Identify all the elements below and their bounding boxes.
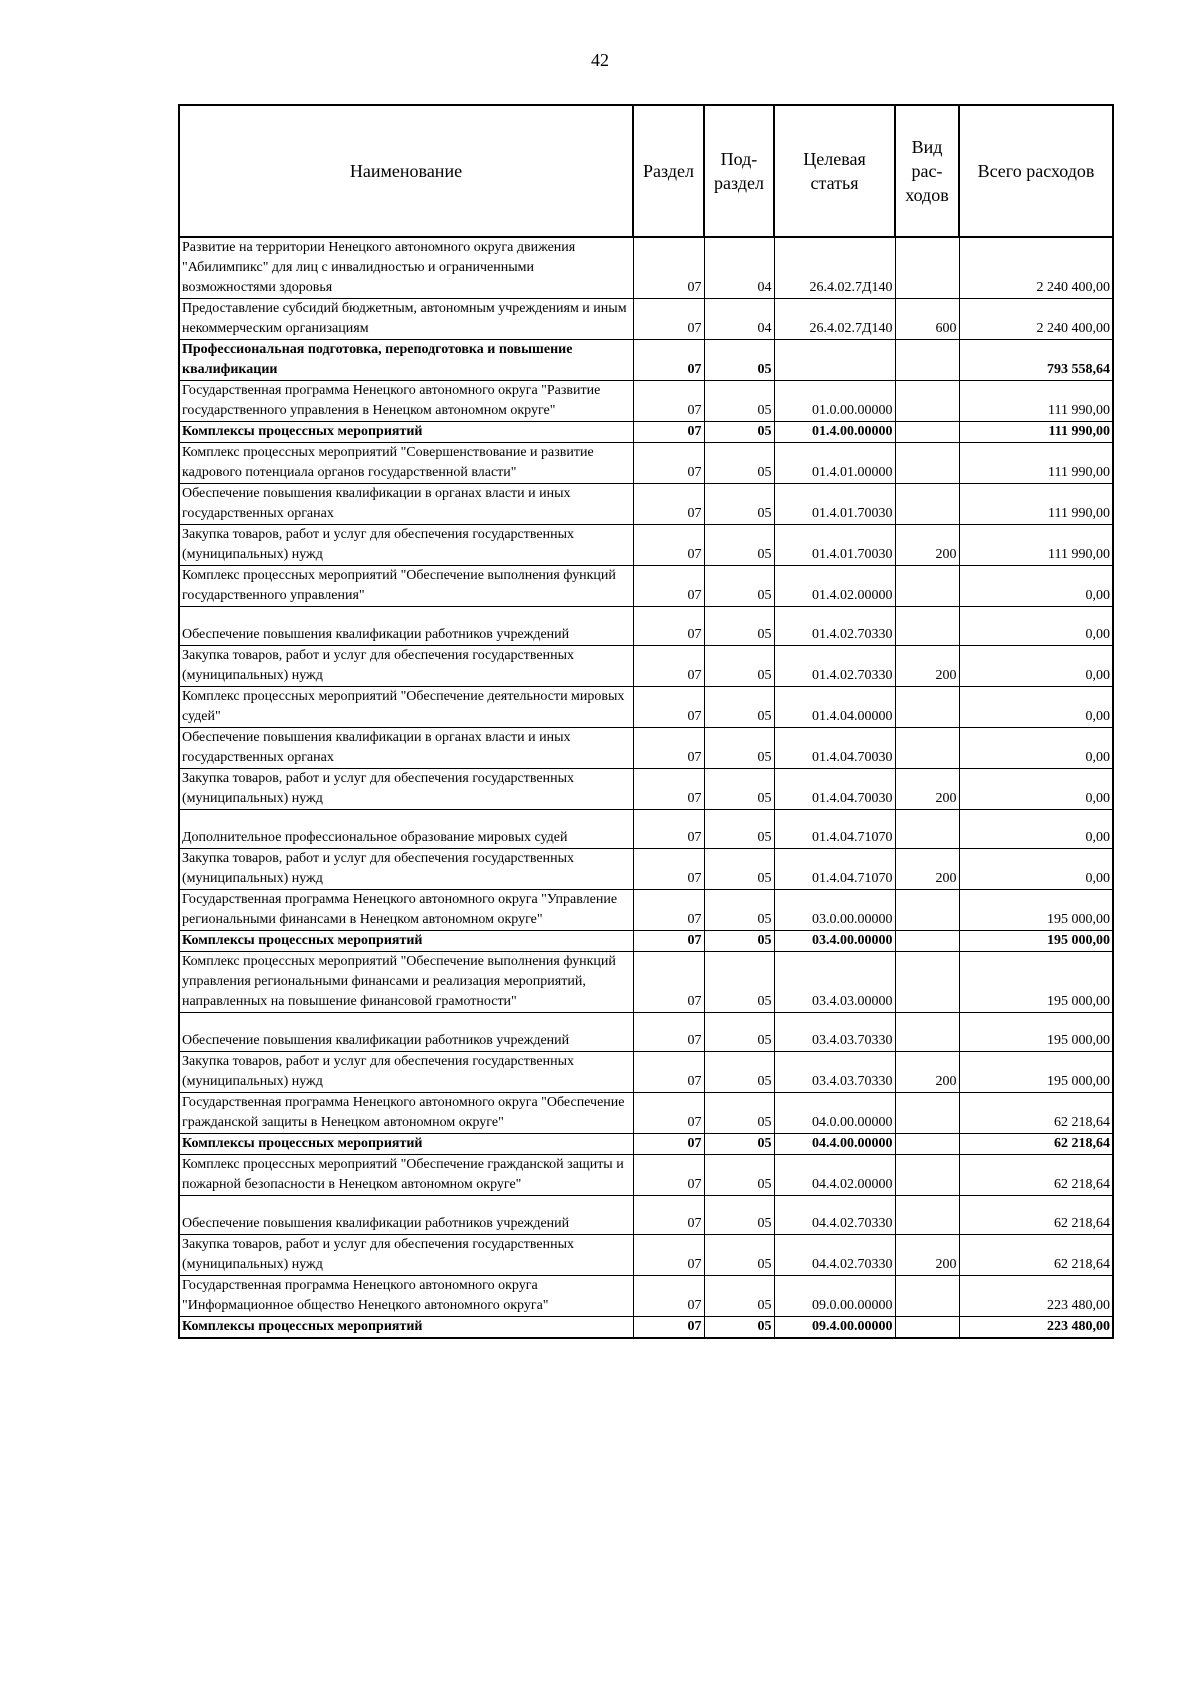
header-section: Раздел [633, 105, 704, 237]
cell-name: Комплекс процессных мероприятий "Совершенствование и развитие кадрового потенциала органов государственной власти" [179, 443, 633, 484]
cell-total: 0,00 [959, 607, 1113, 646]
cell-subsection: 05 [704, 340, 774, 381]
cell-subsection: 05 [704, 1235, 774, 1276]
cell-total: 0,00 [959, 769, 1113, 810]
cell-target: 01.4.02.70330 [774, 607, 895, 646]
table-row [179, 1276, 1113, 1317]
cell-section: 07 [633, 1235, 704, 1276]
cell-total: 62 218,64 [959, 1155, 1113, 1196]
cell-total: 195 000,00 [959, 1013, 1113, 1052]
cell-section: 07 [633, 299, 704, 340]
cell-kind [895, 1196, 959, 1235]
cell-name: Комплексы процессных мероприятий [179, 422, 633, 443]
cell-target: 03.4.03.70330 [774, 1052, 895, 1093]
cell-target: 26.4.02.7Д140 [774, 299, 895, 340]
table-row [179, 769, 1113, 810]
page-number: 42 [591, 50, 609, 70]
cell-subsection: 05 [704, 810, 774, 849]
cell-kind [895, 607, 959, 646]
cell-name: Комплекс процессных мероприятий "Обеспечение деятельности мировых судей" [179, 687, 633, 728]
table-row [179, 381, 1113, 422]
cell-name: Обеспечение повышения квалификации работников учреждений [179, 1196, 633, 1235]
cell-subsection: 05 [704, 443, 774, 484]
cell-kind [895, 728, 959, 769]
cell-name: Государственная программа Ненецкого автономного округа "Информационное общество Ненецкого автономного округа" [179, 1276, 633, 1317]
cell-subsection: 05 [704, 769, 774, 810]
cell-kind: 200 [895, 1235, 959, 1276]
table-row [179, 952, 1113, 1013]
cell-name: Государственная программа Ненецкого автономного округа "Развитие государственного управления в Ненецком автономном округе" [179, 381, 633, 422]
table-row [179, 728, 1113, 769]
cell-subsection: 05 [704, 422, 774, 443]
cell-total: 195 000,00 [959, 890, 1113, 931]
cell-subsection: 05 [704, 931, 774, 952]
cell-subsection: 05 [704, 1196, 774, 1235]
cell-name: Государственная программа Ненецкого автономного округа "Обеспечение гражданской защиты в Ненецком автономном округе" [179, 1093, 633, 1134]
cell-section: 07 [633, 566, 704, 607]
cell-kind [895, 422, 959, 443]
cell-total: 111 990,00 [959, 381, 1113, 422]
cell-target: 01.0.00.00000 [774, 381, 895, 422]
table-row [179, 237, 1113, 299]
cell-subsection: 05 [704, 525, 774, 566]
cell-total: 0,00 [959, 566, 1113, 607]
cell-total: 62 218,64 [959, 1093, 1113, 1134]
cell-total: 0,00 [959, 810, 1113, 849]
cell-target: 01.4.04.71070 [774, 810, 895, 849]
table-header-row [179, 105, 1113, 237]
header-total: Всего расходов [959, 105, 1113, 237]
cell-total: 111 990,00 [959, 484, 1113, 525]
cell-total: 0,00 [959, 728, 1113, 769]
cell-total: 111 990,00 [959, 422, 1113, 443]
cell-name: Закупка товаров, работ и услуг для обеспечения государственных (муниципальных) нужд [179, 1235, 633, 1276]
cell-section: 07 [633, 1013, 704, 1052]
cell-target: 01.4.02.70330 [774, 646, 895, 687]
table-row [179, 890, 1113, 931]
cell-name: Закупка товаров, работ и услуг для обеспечения государственных (муниципальных) нужд [179, 769, 633, 810]
cell-section: 07 [633, 422, 704, 443]
table-row [179, 1052, 1113, 1093]
table-row [179, 810, 1113, 849]
cell-name: Профессиональная подготовка, переподготовка и повышение квалификации [179, 340, 633, 381]
cell-total: 195 000,00 [959, 931, 1113, 952]
table-row [179, 484, 1113, 525]
cell-name: Обеспечение повышения квалификации в органах власти и иных государственных органах [179, 484, 633, 525]
cell-section: 07 [633, 525, 704, 566]
cell-subsection: 05 [704, 1276, 774, 1317]
cell-subsection: 05 [704, 1134, 774, 1155]
cell-total: 111 990,00 [959, 443, 1113, 484]
cell-target: 01.4.01.70030 [774, 484, 895, 525]
cell-target: 09.4.00.00000 [774, 1317, 895, 1339]
cell-kind [895, 1276, 959, 1317]
cell-kind [895, 340, 959, 381]
cell-kind [895, 890, 959, 931]
cell-subsection: 05 [704, 646, 774, 687]
cell-target: 01.4.04.70030 [774, 728, 895, 769]
cell-name: Закупка товаров, работ и услуг для обеспечения государственных (муниципальных) нужд [179, 525, 633, 566]
header-name: Наименование [179, 105, 633, 237]
cell-target: 26.4.02.7Д140 [774, 237, 895, 299]
cell-target: 04.4.02.00000 [774, 1155, 895, 1196]
cell-section: 07 [633, 1052, 704, 1093]
cell-section: 07 [633, 687, 704, 728]
cell-kind [895, 1013, 959, 1052]
budget-table [178, 104, 1114, 1339]
cell-subsection: 05 [704, 1093, 774, 1134]
cell-kind [895, 1155, 959, 1196]
cell-section: 07 [633, 237, 704, 299]
cell-section: 07 [633, 1155, 704, 1196]
cell-section: 07 [633, 484, 704, 525]
cell-name: Обеспечение повышения квалификации работников учреждений [179, 607, 633, 646]
cell-name: Дополнительное профессиональное образование мировых судей [179, 810, 633, 849]
cell-section: 07 [633, 931, 704, 952]
cell-name: Закупка товаров, работ и услуг для обеспечения государственных (муниципальных) нужд [179, 646, 633, 687]
cell-section: 07 [633, 443, 704, 484]
table-row [179, 646, 1113, 687]
table-row [179, 566, 1113, 607]
cell-total: 2 240 400,00 [959, 237, 1113, 299]
cell-total: 195 000,00 [959, 952, 1113, 1013]
cell-kind: 200 [895, 646, 959, 687]
cell-subsection: 05 [704, 952, 774, 1013]
cell-section: 07 [633, 728, 704, 769]
cell-target: 03.4.03.00000 [774, 952, 895, 1013]
cell-kind [895, 484, 959, 525]
cell-total: 111 990,00 [959, 525, 1113, 566]
cell-subsection: 05 [704, 728, 774, 769]
cell-total: 223 480,00 [959, 1317, 1113, 1339]
table-row [179, 1235, 1113, 1276]
cell-total: 0,00 [959, 849, 1113, 890]
cell-target: 01.4.00.00000 [774, 422, 895, 443]
cell-kind [895, 381, 959, 422]
table-row [179, 607, 1113, 646]
cell-subsection: 05 [704, 890, 774, 931]
header-subsection: Под- раздел [704, 105, 774, 237]
cell-section: 07 [633, 849, 704, 890]
cell-subsection: 05 [704, 1155, 774, 1196]
cell-target: 01.4.04.70030 [774, 769, 895, 810]
cell-subsection: 05 [704, 484, 774, 525]
header-target: Целевая статья [774, 105, 895, 237]
table-row [179, 299, 1113, 340]
cell-kind [895, 1134, 959, 1155]
cell-section: 07 [633, 607, 704, 646]
cell-subsection: 05 [704, 1013, 774, 1052]
cell-total: 62 218,64 [959, 1235, 1113, 1276]
cell-total: 223 480,00 [959, 1276, 1113, 1317]
cell-target: 03.0.00.00000 [774, 890, 895, 931]
cell-section: 07 [633, 340, 704, 381]
cell-name: Государственная программа Ненецкого автономного округа "Управление региональными финансами в Ненецком автономном округе" [179, 890, 633, 931]
cell-kind: 200 [895, 525, 959, 566]
cell-name: Комплекс процессных мероприятий "Обеспечение выполнения функций государственного управления" [179, 566, 633, 607]
table-row [179, 687, 1113, 728]
table-row [179, 1013, 1113, 1052]
table-row [179, 525, 1113, 566]
cell-target: 04.4.02.70330 [774, 1235, 895, 1276]
cell-section: 07 [633, 810, 704, 849]
cell-name: Обеспечение повышения квалификации работников учреждений [179, 1013, 633, 1052]
cell-kind: 600 [895, 299, 959, 340]
table-row [179, 1196, 1113, 1235]
cell-section: 07 [633, 381, 704, 422]
cell-kind [895, 687, 959, 728]
cell-target: 04.4.00.00000 [774, 1134, 895, 1155]
cell-section: 07 [633, 1196, 704, 1235]
cell-section: 07 [633, 1317, 704, 1339]
table-row [179, 1155, 1113, 1196]
cell-total: 62 218,64 [959, 1134, 1113, 1155]
cell-section: 07 [633, 1276, 704, 1317]
cell-section: 07 [633, 1134, 704, 1155]
table-row [179, 422, 1113, 443]
table-row [179, 849, 1113, 890]
cell-subsection: 04 [704, 299, 774, 340]
cell-kind: 200 [895, 849, 959, 890]
cell-total: 0,00 [959, 687, 1113, 728]
cell-name: Комплексы процессных мероприятий [179, 1317, 633, 1339]
cell-subsection: 05 [704, 687, 774, 728]
cell-subsection: 05 [704, 1317, 774, 1339]
cell-kind: 200 [895, 769, 959, 810]
cell-name: Закупка товаров, работ и услуг для обеспечения государственных (муниципальных) нужд [179, 849, 633, 890]
cell-target: 01.4.04.71070 [774, 849, 895, 890]
cell-total: 793 558,64 [959, 340, 1113, 381]
table-row [179, 1317, 1113, 1339]
cell-subsection: 05 [704, 1052, 774, 1093]
cell-subsection: 04 [704, 237, 774, 299]
cell-section: 07 [633, 890, 704, 931]
cell-target: 01.4.01.00000 [774, 443, 895, 484]
cell-section: 07 [633, 952, 704, 1013]
cell-subsection: 05 [704, 566, 774, 607]
cell-section: 07 [633, 1093, 704, 1134]
table-row [179, 340, 1113, 381]
cell-target: 04.4.02.70330 [774, 1196, 895, 1235]
cell-kind [895, 443, 959, 484]
cell-kind: 200 [895, 1052, 959, 1093]
cell-target: 01.4.02.00000 [774, 566, 895, 607]
cell-subsection: 05 [704, 607, 774, 646]
cell-total: 62 218,64 [959, 1196, 1113, 1235]
cell-total: 2 240 400,00 [959, 299, 1113, 340]
cell-name: Комплексы процессных мероприятий [179, 1134, 633, 1155]
cell-name: Комплексы процессных мероприятий [179, 931, 633, 952]
cell-total: 0,00 [959, 646, 1113, 687]
cell-subsection: 05 [704, 381, 774, 422]
cell-name: Комплекс процессных мероприятий "Обеспечение гражданской защиты и пожарной безопасности в Ненецком автономном округе" [179, 1155, 633, 1196]
cell-kind [895, 237, 959, 299]
cell-target: 01.4.01.70030 [774, 525, 895, 566]
cell-target: 04.0.00.00000 [774, 1093, 895, 1134]
cell-kind [895, 931, 959, 952]
cell-kind [895, 952, 959, 1013]
table-row [179, 1093, 1113, 1134]
cell-name: Закупка товаров, работ и услуг для обеспечения государственных (муниципальных) нужд [179, 1052, 633, 1093]
cell-total: 195 000,00 [959, 1052, 1113, 1093]
cell-target: 09.0.00.00000 [774, 1276, 895, 1317]
table-row [179, 931, 1113, 952]
cell-section: 07 [633, 769, 704, 810]
cell-kind [895, 566, 959, 607]
cell-target [774, 340, 895, 381]
header-kind: Вид рас- ходов [895, 105, 959, 237]
cell-name: Развитие на территории Ненецкого автономного округа движения "Абилимпикс" для лиц с инвалидностью и ограниченными возможностями здоровья [179, 237, 633, 299]
cell-subsection: 05 [704, 849, 774, 890]
cell-name: Комплекс процессных мероприятий "Обеспечение выполнения функций управления региональными финансами и реализация мероприятий, направленных на повышение финансовой грамотности" [179, 952, 633, 1013]
cell-target: 03.4.00.00000 [774, 931, 895, 952]
cell-kind [895, 1317, 959, 1339]
cell-kind [895, 1093, 959, 1134]
cell-kind [895, 810, 959, 849]
cell-target: 03.4.03.70330 [774, 1013, 895, 1052]
table-row [179, 443, 1113, 484]
cell-name: Предоставление субсидий бюджетным, автономным учреждениям и иным некоммерческим организациям [179, 299, 633, 340]
table-row [179, 1134, 1113, 1155]
cell-name: Обеспечение повышения квалификации в органах власти и иных государственных органах [179, 728, 633, 769]
cell-section: 07 [633, 646, 704, 687]
cell-target: 01.4.04.00000 [774, 687, 895, 728]
